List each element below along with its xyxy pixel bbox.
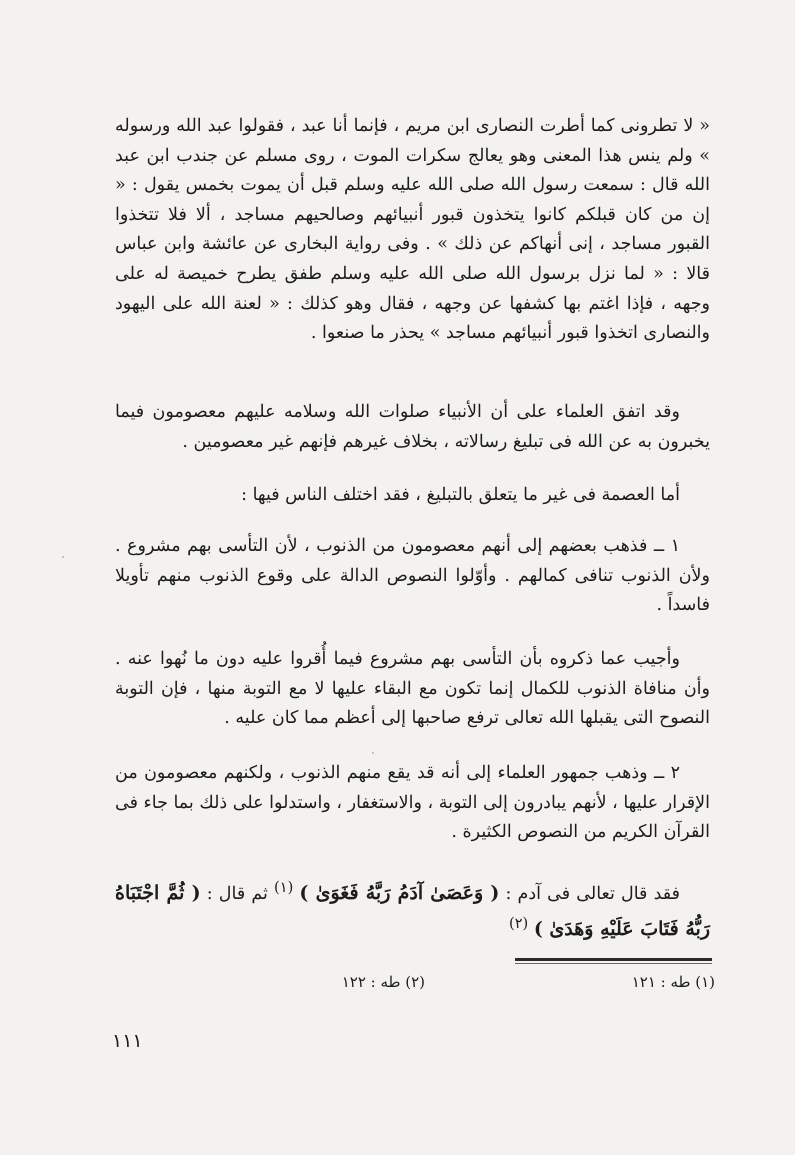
paragraph-opinion-one bbox=[115, 532, 710, 621]
paragraph-text: ٢ ــ وذهب جمهور العلماء إلى أنه قد يقع منهم الذنوب ، ولكنهم معصومون من الإقرار عليها ، لأنهم يبادرون إلى التوبة ، والاستغفار ، واستدلوا على ذلك بما جاء فى القرآن الكريم من النصوص الكثيرة . bbox=[115, 763, 710, 843]
paragraph-adam-verses bbox=[115, 873, 710, 946]
paragraph-text: « لا تطرونى كما أطرت النصارى ابن مريم ، فإنما أنا عبد ، فقولوا عبد الله ورسوله » ولم ينس هذا المعنى وهو يعالج سكرات الموت ، روى مسلم عن جندب ابن عبد الله قال : سمعت رسول الله صلى الله عليه وسلم قبل أن يموت بخمس يقول : « إن من كان قبلكم كانوا يتخذون قبور أنبيائهم وصالحيهم مساجد ، ألا فلا تتخذوا القبور مساجد ، إنى أنهاكم عن ذلك » . وفى رواية البخارى عن عائشة وابن عباس قالا : « لما نزل برسول الله صلى الله عليه وسلم طفق يطرح خميصة له على وجهه ، فإذا اغتم بها كشفها عن وجهه ، فقال وهو كذلك : « لعنة الله على اليهود والنصارى اتخذوا قبور أنبيائهم مساجد » يحذر ما صنعوا . bbox=[115, 116, 710, 344]
footnote-ref-2: (٢) bbox=[509, 915, 529, 933]
paragraph-text: وأجيب عما ذكروه بأن التأسى بهم مشروع فيما أُقروا عليه دون ما نُهوا عنه . وأن منافاة الذنوب للكمال إنما تكون مع البقاء عليها لا مع التوبة منها ، فإن التوبة النصوح التى يقبلها الله تعالى ترفع صاحبها إلى أعظم مما كان عليه . bbox=[115, 649, 710, 729]
paper-speck bbox=[62, 556, 64, 558]
quran-verse-1: ( وَعَصَىٰ آدَمُ رَبَّهُ فَغَوَىٰ ) bbox=[299, 881, 500, 904]
footnote-1: (١) طه : ١٢١ bbox=[631, 973, 715, 991]
footnote-divider-thin bbox=[515, 963, 712, 964]
verse-intro: فقد قال تعالى فى آدم : bbox=[505, 883, 680, 904]
quran-verse-2: ( ثُمَّ اجْتَبَاهُ رَبُّهُ فَتَابَ عَلَيْهِ وَهَدَىٰ ) bbox=[115, 881, 710, 941]
paragraph-text: وقد اتفق العلماء على أن الأنبياء صلوات الله وسلامه عليهم معصومون فيما يخبرون به عن الله فى تبليغ رسالاته ، بخلاف غيرهم فإنهم غير معصومين . bbox=[115, 402, 710, 452]
paragraph-opinion-two bbox=[115, 759, 710, 848]
paper-speck bbox=[372, 752, 374, 754]
footnote-divider bbox=[515, 958, 712, 961]
paragraph-response bbox=[115, 645, 710, 734]
paragraph-infallibility-dispute bbox=[115, 481, 710, 511]
paragraph-text: ١ ــ فذهب بعضهم إلى أنهم معصومون من الذنوب ، لأن التأسى بهم مشروع . ولأن الذنوب تنافى كمالهم . وأوّلوا النصوص الدالة على وقوع الذنوب منهم تأويلا فاسداً . bbox=[115, 536, 710, 616]
page-number: ١١١ bbox=[112, 1030, 143, 1052]
footnote-ref-1: (١) bbox=[274, 879, 294, 896]
footnote-2: (٢) طه : ١٢٢ bbox=[341, 973, 425, 991]
paragraph-text bbox=[115, 873, 710, 946]
paragraph-scholars-agreement bbox=[115, 398, 710, 457]
paragraph-text: أما العصمة فى غير ما يتعلق بالتبليغ ، فقد اختلف الناس فيها : bbox=[241, 485, 680, 505]
paragraph-hadith-quotes bbox=[115, 112, 710, 349]
verse-connector: ثم قال : bbox=[206, 883, 268, 904]
